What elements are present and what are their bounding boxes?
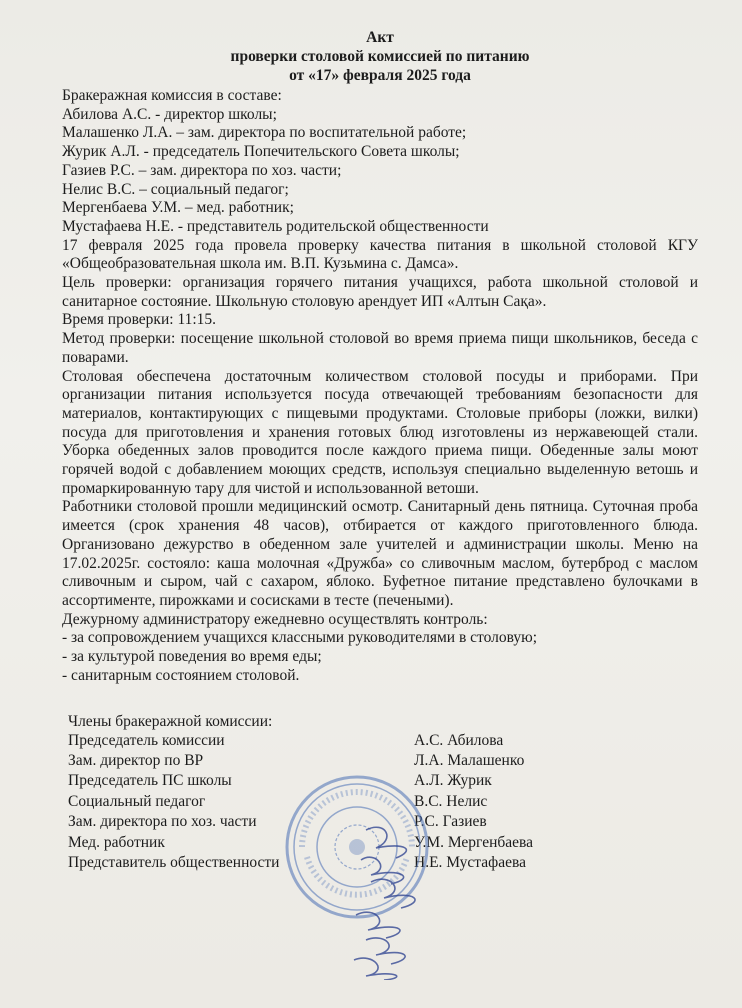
document-body <box>62 87 698 686</box>
control-item: - за культурой поведения во время еды; <box>62 648 322 666</box>
commission-member: Газиев Р.С. – зам. директора по хоз. части; <box>62 161 342 179</box>
signature-role: Мед. работник <box>68 833 165 851</box>
paragraph-method: Метод проверки: посещение школьной столовой во время приема пищи школьников, беседа с поварами. <box>62 330 698 366</box>
title-line-1: Акт <box>366 29 394 46</box>
signature-role: Социальный педагог <box>68 792 206 810</box>
handwritten-signatures-icon <box>346 820 456 980</box>
signature-name: А.С. Абилова <box>414 731 504 749</box>
paragraph-dishes: Столовая обеспечена достаточным количеством столовой посуды и приборами. При организации питания используется посуда отвечающей требованиям безопасности для материалов, контактирующих с пищевыми продуктами. Столовые приборы (ложки, вилки) посуда для приготовления и хранения готовых блюд изготовлены из нержавеющей стали. Уборка обеденных залов проводится после каждого приема пищи. Обеденные залы моют горячей водой с добавлением моющих средств, используя специально выделенную ветошь и промаркированную тару для чистой и использованной ветоши. <box>62 367 698 497</box>
signature-name: Р.С. Газиев <box>414 813 487 831</box>
signature-name: Н.Е. Мустафаева <box>414 853 526 871</box>
signature-role: Председатель ПС школы <box>68 772 232 790</box>
document-title <box>62 28 698 85</box>
signatures-heading: Члены бракеражной комиссии: <box>68 712 273 730</box>
paragraph-staff: Работники столовой прошли медицинский осмотр. Санитарный день пятница. Суточная проба имеется (срок хранения 48 часов), отбирается от каждого приготовленного блюда. Организовано дежурство в обеденном зале учителей и администрации школы. Меню на 17.02.2025г. состояло: каша молочная «Дружба» со сливочным маслом, бутерброд с маслом сливочным и сыром, чай с сахаром, яблоко. Буфетное питание представлено булочками в ассортименте, пирожками и сосисками в тесте (печеными). <box>62 498 698 609</box>
signature-row <box>68 751 698 771</box>
title-line-2: проверки столовой комиссией по питанию <box>230 48 530 65</box>
signature-row <box>68 731 698 751</box>
commission-member: Мустафаева Н.Е. - представитель родительской общественности <box>62 217 489 235</box>
signature-role: Представитель общественности <box>68 853 280 871</box>
signature-name: У.М. Мергенбаева <box>414 833 534 851</box>
paragraph-goal: Цель проверки: организация горячего питания учащихся, работа школьной столовой и санитарное состояние. Школьную столовую арендует ИП «Алтын Сақа». <box>62 274 698 310</box>
paragraph-date: 17 февраля 2025 года провела проверку качества питания в школьной столовой КГУ «Общеобразовательная школа им. В.П. Кузьмина с. Дамса». <box>62 236 698 273</box>
signature-role: Зам. директора по хоз. части <box>68 813 257 831</box>
control-item: - за сопровождением учащихся классными руководителями в столовую; <box>62 629 538 647</box>
commission-member: Журик А.Л. - председатель Попечительского Совета школы; <box>62 143 460 161</box>
commission-member: Абилова А.С. - директор школы; <box>62 105 277 123</box>
title-line-3: от «17» февраля 2025 года <box>289 67 471 84</box>
control-item: - санитарным состоянием столовой. <box>62 666 300 684</box>
signature-role: Председатель комиссии <box>68 731 225 749</box>
commission-intro: Бракеражная комиссия в составе: <box>62 87 282 104</box>
commission-member: Мергенбаева У.М. – мед. работник; <box>62 199 294 217</box>
paragraph-time: Время проверки: 11:15. <box>62 311 217 329</box>
paragraph-control: Дежурному администратору ежедневно осуществлять контроль: <box>62 610 488 628</box>
signature-role: Зам. директор по ВР <box>68 751 204 769</box>
signature-name: В.С. Нелис <box>414 792 488 810</box>
signature-name: Л.А. Малашенко <box>414 751 525 769</box>
commission-member: Нелис В.С. – социальный педагог; <box>62 180 289 198</box>
commission-member: Малашенко Л.А. – зам. директора по воспитательной работе; <box>62 124 467 142</box>
signature-name: А.Л. Журик <box>414 772 492 790</box>
